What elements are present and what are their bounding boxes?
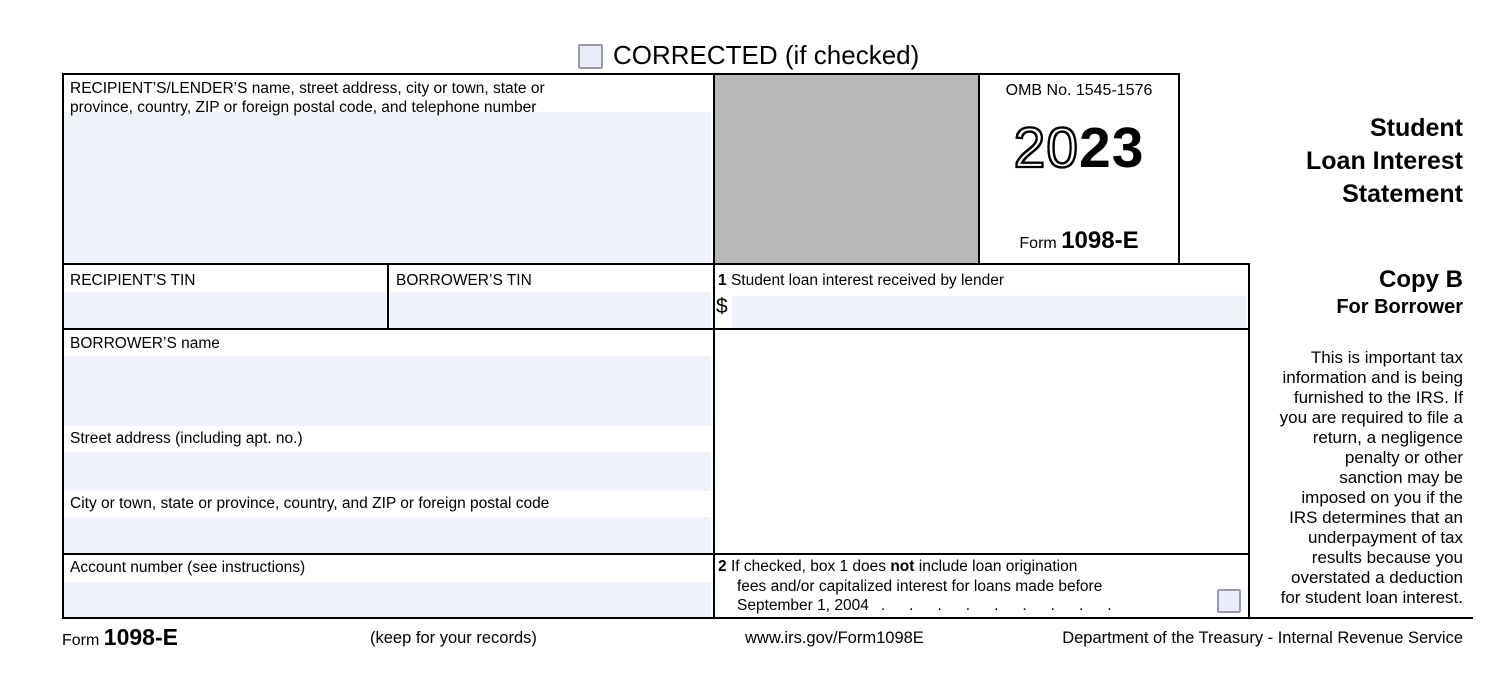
border-line-top — [62, 73, 1180, 75]
borrower-tin-label: BORROWER’S TIN — [396, 272, 532, 289]
border-line-center — [713, 73, 715, 619]
form-title: Student Loan Interest Statement — [1306, 114, 1463, 208]
shaded-void-box — [713, 73, 978, 263]
street-address-input[interactable] — [64, 452, 711, 491]
border-line-row3 — [62, 328, 1250, 330]
border-line-tin-divider — [387, 263, 389, 330]
footer-form-number: Form 1098-E — [62, 624, 178, 650]
border-line-gray-right — [978, 73, 980, 265]
recipient-tin-label: RECIPIENT’S TIN — [70, 272, 196, 289]
recipient-lender-info-label: RECIPIENT’S/LENDER’S name, street address, city or town, state or province, country, ZIP or foreign postal code, and telephone number — [70, 80, 545, 116]
border-line-row2 — [62, 263, 1250, 265]
border-line-row4 — [62, 553, 1250, 555]
tax-year-bold: 23 — [1079, 116, 1145, 180]
tax-notice: This is important tax information and is being furnished to the IRS. If you are required to file a return, a negligence penalty or other sanction may be imposed on you if the IRS determines that an underpayment of tax results because you overstated a deduction for student loan interest. — [1279, 348, 1463, 607]
recipient-tin-input[interactable] — [64, 292, 386, 328]
corrected-checkbox[interactable] — [578, 44, 603, 69]
recipient-lender-info-input[interactable] — [64, 112, 711, 262]
corrected-label: CORRECTED (if checked) — [613, 40, 920, 70]
city-state-zip-label: City or town, state or province, country, and ZIP or foreign postal code — [70, 495, 550, 512]
account-number-label: Account number (see instructions) — [70, 559, 306, 576]
dot-leader: ......... — [880, 597, 1136, 614]
street-address-label: Street address (including apt. no.) — [70, 430, 303, 447]
box2-label: 2 If checked, box 1 does not include loan origination fees and/or capitalized interest for loans made before September 1, 2004 ......... — [718, 558, 1136, 614]
footer-keep-note: (keep for your records) — [370, 629, 537, 647]
border-line-left — [62, 73, 64, 619]
tax-year — [980, 118, 1178, 178]
box1-dollar-sign: $ — [716, 295, 728, 318]
border-line-copy-column — [1248, 263, 1250, 619]
footer-agency: Department of the Treasury - Internal Revenue Service — [1062, 629, 1463, 647]
account-number-input[interactable] — [64, 582, 711, 617]
omb-number: OMB No. 1545-1576 — [1005, 82, 1153, 99]
city-state-zip-input[interactable] — [64, 517, 711, 553]
border-line-omb-right — [1178, 73, 1180, 265]
tax-year-outline: 20 — [1013, 116, 1079, 180]
borrower-name-label: BORROWER’S name — [70, 335, 220, 352]
borrower-tin-input[interactable] — [390, 292, 711, 328]
form-number-badge: Form 1098-E — [1019, 227, 1139, 254]
border-line-bottom — [62, 617, 1473, 619]
footer-irs-url[interactable]: www.irs.gov/Form1098E — [745, 629, 924, 647]
copy-b-label: Copy B — [1379, 266, 1463, 293]
box1-amount-input[interactable] — [732, 296, 1246, 328]
box1-label: 1 Student loan interest received by lender — [718, 272, 1005, 289]
for-borrower-label: For Borrower — [1336, 296, 1463, 318]
box2-checkbox[interactable] — [1217, 589, 1241, 613]
borrower-name-input[interactable] — [64, 356, 711, 426]
